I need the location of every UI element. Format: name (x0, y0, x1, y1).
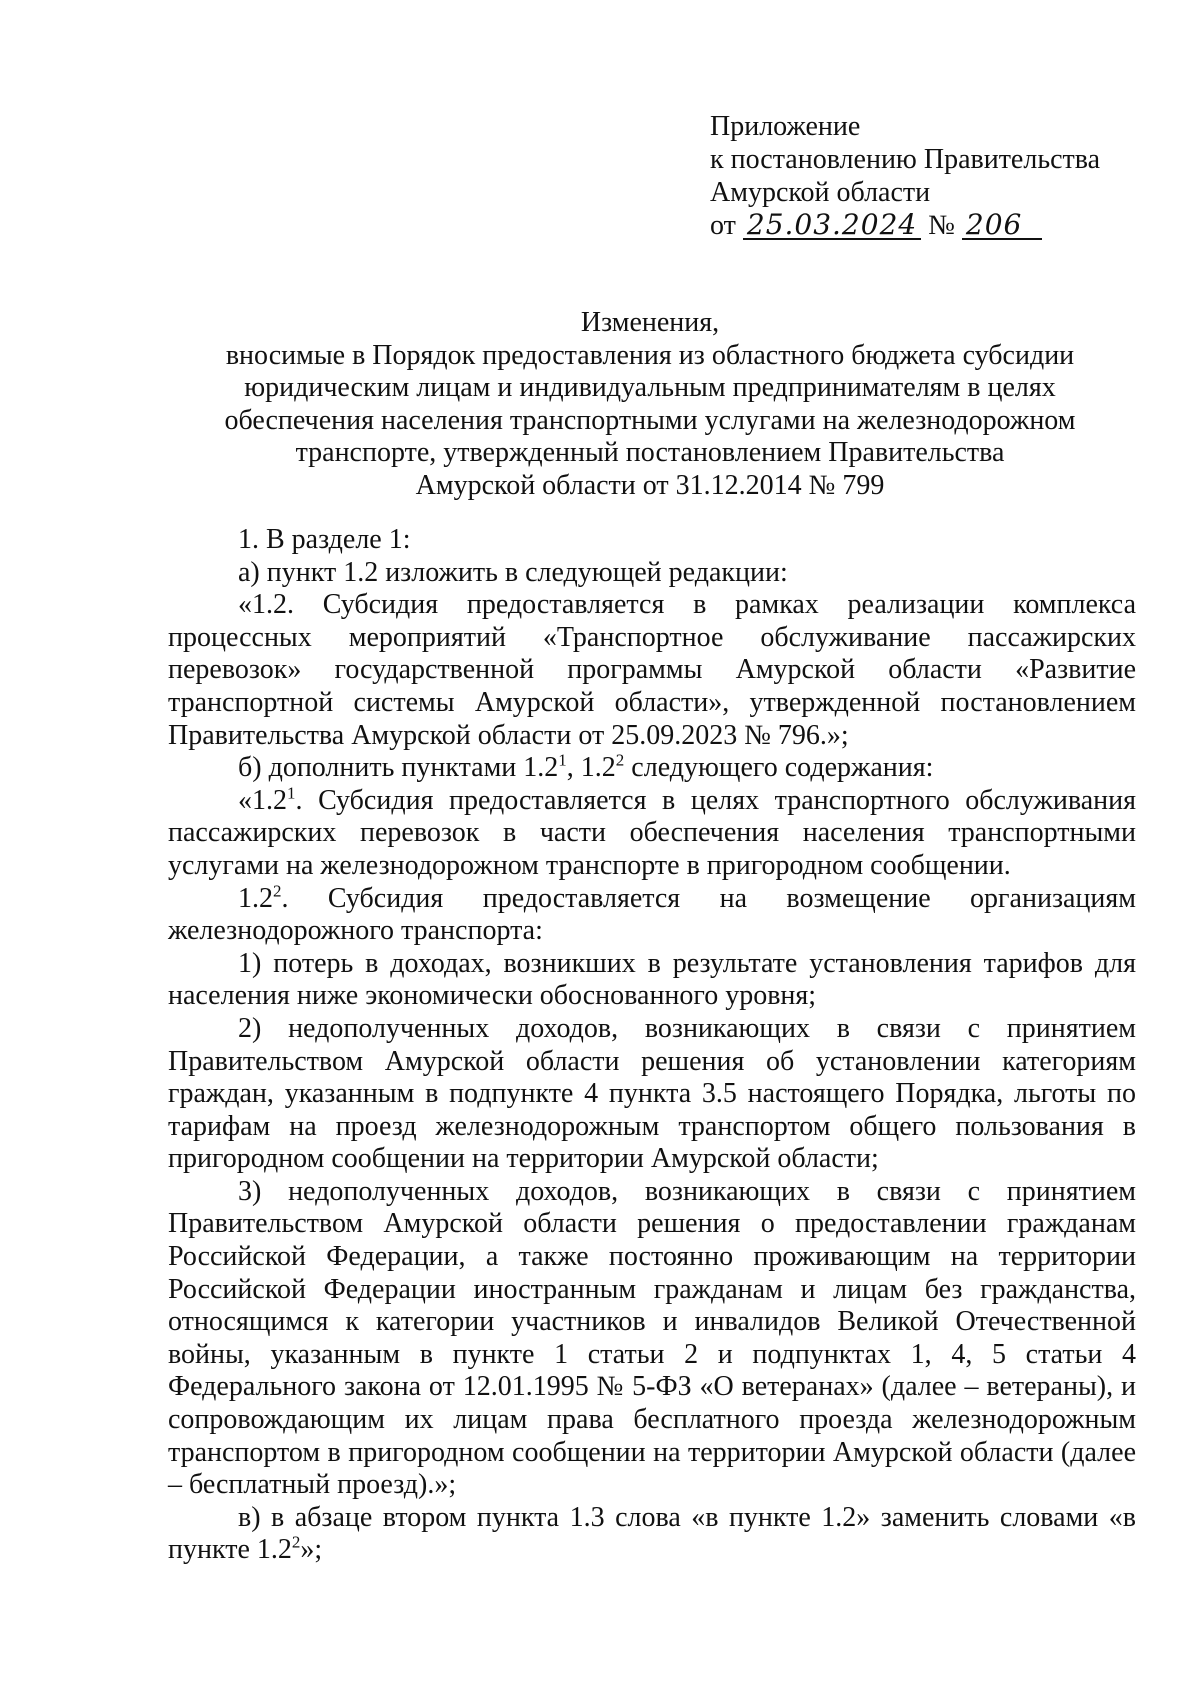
title-line: Амурской области от 31.12.2014 № 799 (415, 469, 885, 501)
text-run: 1.2 (238, 882, 273, 914)
paragraph (168, 1502, 1136, 1567)
superscript: 1 (287, 783, 296, 803)
text-run: следующего содержания: (624, 752, 934, 784)
title-line: обеспечения населения транспортными услугами на железнодорожном (224, 404, 1076, 436)
title-line: юридическим лицам и индивидуальным предпринимателям в целях (244, 372, 1056, 404)
handwritten-date: 25.03.2024 (743, 212, 921, 240)
paragraph: «1.2. Субсидия предоставляется в рамках реализации комплекса процессных мероприятий «Транспортное обслуживание пассажирских перевозок» государственной программы Амурской области «Развитие транспортной системы Амурской области», утвержденной постановлением Правительства Амурской области от 25.09.2023 № 796.»; (168, 589, 1136, 751)
handwritten-number: 206 (962, 212, 1042, 240)
superscript: 2 (273, 881, 282, 901)
superscript: 1 (558, 750, 567, 770)
number-label: № (928, 210, 955, 241)
paragraph (168, 883, 1136, 948)
paragraph: 2) недополученных доходов, возникающих в связи с принятием Правительством Амурской области решения об установлении категориям граждан, указанным в подпункте 4 пункта 3.5 настоящего Порядка, льготы по тарифам на проезд железнодорожным транспортом общего пользования в пригородном сообщении на территории Амурской области; (168, 1012, 1136, 1175)
paragraph: 1. В разделе 1: (238, 524, 411, 555)
text-run: . Субсидия предоставляется в целях транспортного обслуживания пассажирских перевозок в части обеспечения населения транспортными услугами на железнодорожном транспорте в пригородном сообщении. (168, 784, 1136, 881)
paragraph: 1) потерь в доходах, возникших в результате установления тарифов для населения ниже экономически обоснованного уровня; (168, 947, 1136, 1012)
document-body (168, 524, 1136, 1567)
paragraph: 3) недополученных доходов, возникающих в связи с принятием Правительством Амурской области решения о предоставлении гражданам Российской Федерации, а также постоянно проживающим на территории Российской Федерации иностранным гражданам и лицам без гражданства, относящимся к категории участников и инвалидов Великой Отечественной войны, указанным в пункте 1 статьи 2 и подпунктах 1, 4, 5 статьи 4 Федерального закона от 12.01.1995 № 5-ФЗ «О ветеранах» (далее – ветераны), и сопровождающим их лицам права бесплатного проезда железнодорожным транспортом в пригородном сообщении на территории Амурской области (далее – бесплатный проезд).»; (168, 1175, 1136, 1501)
text-run: . Субсидия предоставляется на возмещение организациям железнодорожного транспорта: (168, 882, 1136, 947)
appendix-resolution: к постановлению Правительства (710, 144, 1101, 175)
paragraph: а) пункт 1.2 изложить в следующей редакции: (238, 556, 788, 588)
superscript: 2 (291, 1533, 301, 1553)
text-run: »; (300, 1534, 323, 1566)
from-label: от (710, 210, 736, 241)
text-run: б) дополнить пунктами 1.2 (238, 752, 559, 784)
text-run: «1.2 (238, 784, 287, 816)
title-line: Изменения, (580, 307, 720, 338)
title-line: вносимые в Порядок предоставления из областного бюджета субсидии (225, 339, 1075, 371)
superscript: 2 (615, 750, 625, 770)
appendix-block (710, 110, 1100, 242)
document-title (160, 307, 1140, 503)
appendix-region: Амурской области (710, 177, 931, 208)
appendix-label: Приложение (710, 111, 861, 142)
text-run: , 1.2 (566, 752, 616, 784)
paragraph (168, 785, 1136, 883)
text-run: в) в абзаце втором пункта 1.3 слова «в пункте 1.2» заменить словами «в пункте 1.2 (168, 1501, 1136, 1566)
title-line: транспорте, утвержденный постановлением Правительства (295, 437, 1005, 469)
paragraph (168, 752, 1136, 785)
appendix-date-number-line (710, 209, 1100, 242)
